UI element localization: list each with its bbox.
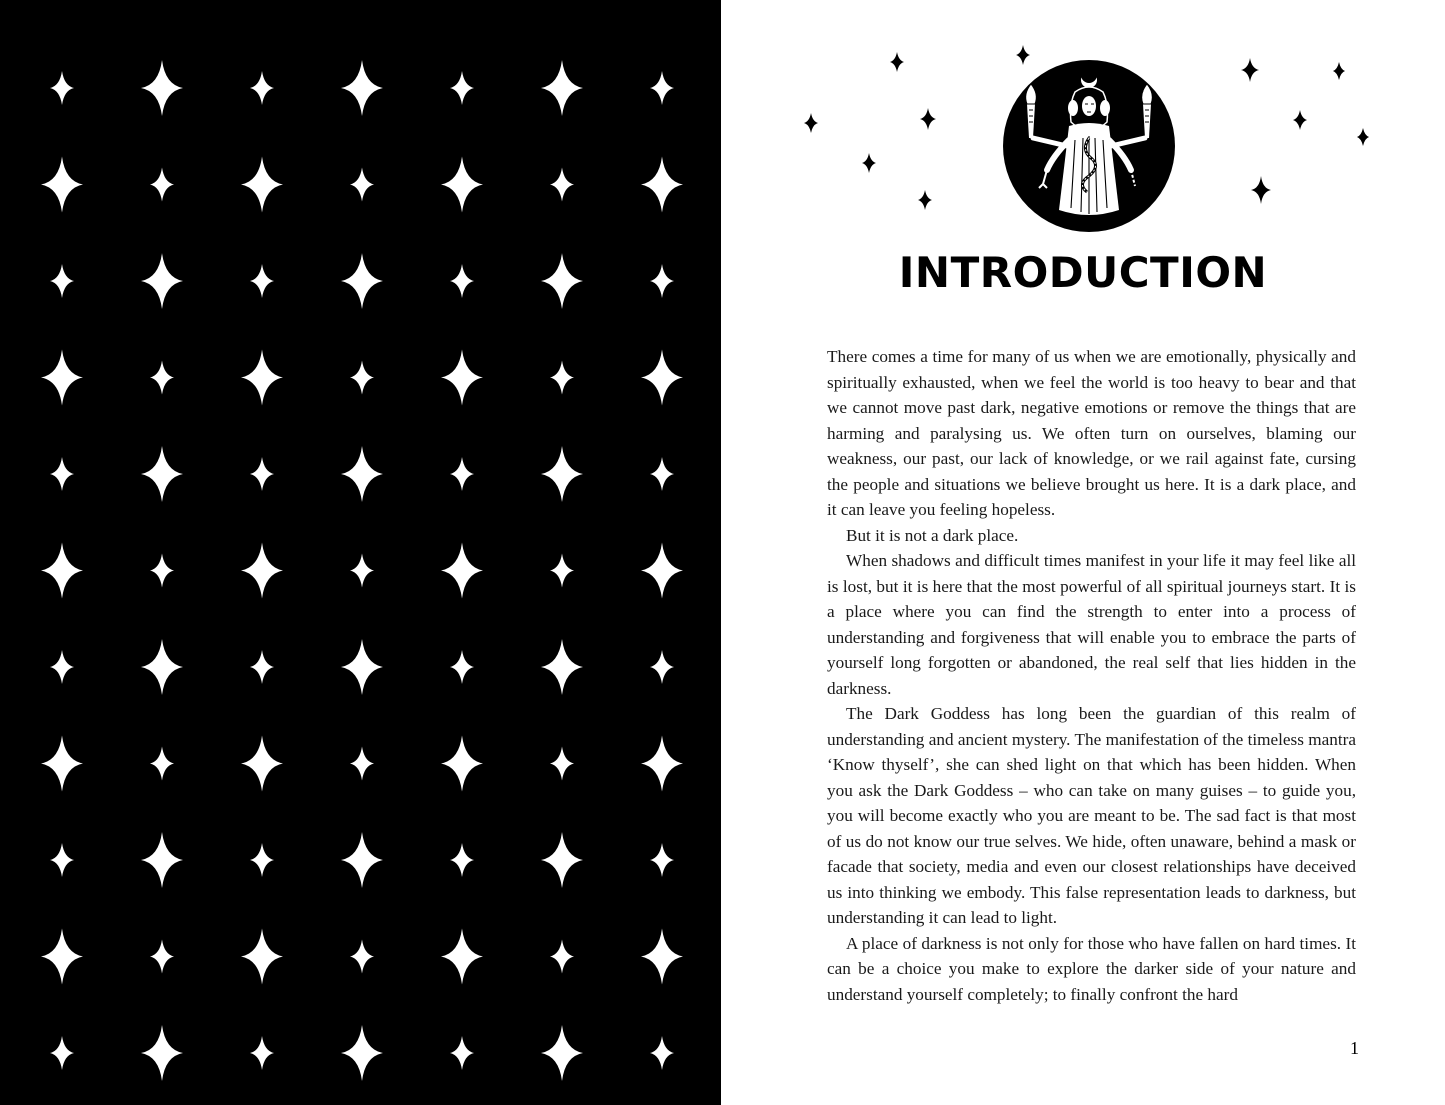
sparkle-star-icon [241,543,283,599]
sparkle-star-icon [450,650,474,684]
sparkle-star-icon [541,1025,583,1081]
sparkle-star-icon [50,843,74,877]
sparkle-star-icon [890,52,904,72]
sparkle-star-icon [350,361,374,395]
sparkle-star-icon [150,554,174,588]
sparkle-star-icon [1293,110,1307,130]
sparkle-star-icon [1241,58,1259,82]
sparkle-star-icon [50,1036,74,1070]
crescent-moon-icon [1081,67,1097,88]
sparkle-star-icon [250,264,274,298]
sparkle-star-icon [650,264,674,298]
sparkle-star-icon [441,543,483,599]
sparkle-star-icon [141,1025,183,1081]
right-page [721,0,1445,1105]
sparkle-star-icon [341,639,383,695]
sparkle-star-icon [141,253,183,309]
sparkle-star-icon [450,71,474,105]
paragraph: A place of darkness is not only for those who have fallen on hard times. It can be a choice you make to explore the darker side of your nature and understand yourself completely; to finally confront the hard [827,933,1356,1004]
sparkle-star-icon [350,554,374,588]
left-page-star-pattern [0,0,721,1105]
sparkle-star-icon [450,843,474,877]
sparkle-star-icon [1357,128,1369,146]
sparkle-star-icon [641,736,683,792]
paragraph: When shadows and difficult times manifest in your life it may feel like all is lost, but it is here that the most powerful of all spiritual journeys start. It is a place where you can find the strength to enter into a process of understanding and forgiveness that will enable you to embrace the parts of yourself long forgotten or abandoned, the real self that lies hidden in the darkness. [827,551,1356,698]
sparkle-star-icon [150,940,174,974]
sparkle-star-icon [862,153,876,173]
paragraph: But it is not a dark place. [846,525,1019,545]
sparkle-star-icon [250,71,274,105]
sparkle-star-icon [441,350,483,406]
sparkle-star-icon [650,1036,674,1070]
body-text [827,344,1356,1007]
sparkle-star-icon [250,1036,274,1070]
sparkle-star-icon [150,747,174,781]
sparkle-star-icon [150,361,174,395]
sparkle-star-icon [341,1025,383,1081]
paragraph: The Dark Goddess has long been the guardian of this realm of understanding and ancient mystery. The manifestation of the timeless mantra ‘Know thyself’, she can shed light on that which has been hidden. When you ask the Dark Goddess – who can take on many guises – to guide you, you will become exactly who you are meant to be. The sad fact is that most of us do not know our true selves. We hide, often unaware, behind a mask or facade that society, media and even our closest relationships have deceived us into thinking we embody. This false representation leads to darkness, but understanding it can lead to light. [827,704,1356,927]
sparkle-star-icon [241,736,283,792]
sparkle-star-icon [141,60,183,116]
sparkle-star-icon [350,168,374,202]
sparkle-star-icon [641,929,683,985]
sparkle-star-icon [341,446,383,502]
sparkle-star-icon [141,446,183,502]
sparkle-star-icon [41,736,83,792]
sparkle-star-icon [241,157,283,213]
sparkle-star-icon [550,168,574,202]
sparkle-star-icon [541,60,583,116]
sparkle-star-icon [41,350,83,406]
sparkle-star-icon [541,832,583,888]
sparkle-star-icon [450,457,474,491]
sparkle-star-icon [541,253,583,309]
page-number: 1 [1350,1038,1359,1058]
page-title: INTRODUCTION [898,248,1268,297]
sparkle-star-icon [450,1036,474,1070]
sparkle-star-icon [241,929,283,985]
sparkle-star-icon [250,843,274,877]
sparkle-star-icon [804,113,818,133]
sparkle-star-icon [441,929,483,985]
sparkle-star-icon [918,190,932,210]
sparkle-star-icon [641,350,683,406]
star-grid [0,0,721,1105]
sparkle-star-icon [241,350,283,406]
sparkle-star-icon [250,650,274,684]
sparkle-star-icon [250,457,274,491]
sparkle-star-icon [41,157,83,213]
sparkle-star-icon [341,253,383,309]
triple-goddess-emblem-icon [1003,60,1175,232]
sparkle-star-icon [550,940,574,974]
sparkle-star-icon [350,747,374,781]
sparkle-star-icon [341,60,383,116]
sparkle-star-icon [650,71,674,105]
sparkle-star-icon [50,264,74,298]
sparkle-star-icon [541,446,583,502]
sparkle-star-icon [641,157,683,213]
sparkle-star-icon [141,639,183,695]
sparkle-star-icon [50,71,74,105]
sparkle-star-icon [441,736,483,792]
sparkle-star-icon [550,554,574,588]
sparkle-star-icon [1333,62,1345,80]
sparkle-star-icon [650,457,674,491]
sparkle-star-icon [550,361,574,395]
sparkle-star-icon [550,747,574,781]
sparkle-star-icon [41,929,83,985]
sparkle-star-icon [650,843,674,877]
sparkle-star-icon [50,650,74,684]
sparkle-star-icon [1251,176,1271,204]
paragraph: There comes a time for many of us when we are emotionally, physically and spiritually exhausted, when we feel the world is too heavy to bear and that we cannot move past dark, negative emotions or remove the things that are harming and paralysing us. We often turn on ourselves, blaming our weakness, our past, our lack of knowledge, or we rail against fate, cursing the people and situations we believe brought us here. It is a dark place, and it can leave you feeling hopeless. [827,347,1356,519]
sparkle-star-icon [641,543,683,599]
sparkle-star-icon [441,157,483,213]
sparkle-star-icon [650,650,674,684]
sparkle-star-icon [41,543,83,599]
sparkle-star-icon [50,457,74,491]
sparkle-star-icon [341,832,383,888]
sparkle-star-icon [150,168,174,202]
sparkle-star-icon [920,108,936,130]
sparkle-star-icon [350,940,374,974]
sparkle-star-icon [141,832,183,888]
sparkle-star-icon [450,264,474,298]
sparkle-star-icon [541,639,583,695]
